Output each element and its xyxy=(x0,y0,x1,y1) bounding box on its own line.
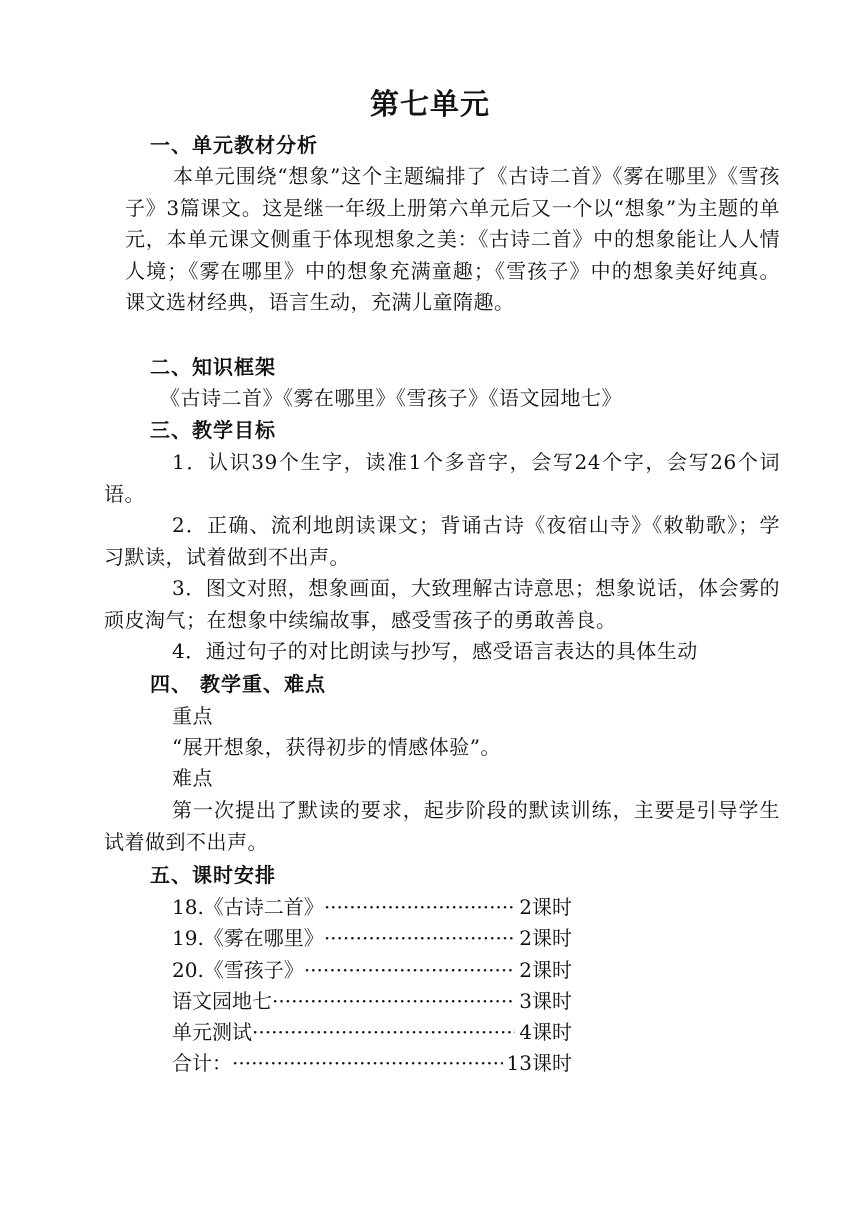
schedule-item-name: 18.《古诗二首》 xyxy=(172,895,324,919)
schedule-item-name: 20.《雪孩子》 xyxy=(172,957,304,982)
goal-item: 1．认识39个生字，读准1个多音字，会写24个字，会写26个词语。 xyxy=(104,450,780,506)
schedule-item-time: 13课时 xyxy=(506,1051,572,1076)
goal-item: 3．图文对照，想象画面，大致理解古诗意思；想象说话，体会雾的顽皮淘气；在想象中续编故事，感受雪孩子的勇敢善良。 xyxy=(104,576,780,632)
leader-dots xyxy=(324,892,515,923)
schedule-item-name: 语文园地七 xyxy=(172,988,272,1013)
schedule-row xyxy=(172,1017,572,1048)
schedule-item-name: 合计： xyxy=(172,1051,232,1076)
page-title: 第七单元 xyxy=(369,87,490,121)
schedule-list xyxy=(172,892,572,1080)
key-text: “展开想象，获得初步的情感体验”。 xyxy=(172,735,501,759)
goal-item: 2．正确、流利地朗读课文；背诵古诗《夜宿山寺》《敕勒歌》；学习默读，试着做到不出声。 xyxy=(104,513,780,569)
schedule-row xyxy=(172,1048,572,1079)
leader-dots xyxy=(272,986,515,1017)
key-label: 重点 xyxy=(172,704,213,728)
schedule-item-time: 3课时 xyxy=(519,988,572,1013)
difficulty-text: 第一次提出了默读的要求，起步阶段的默读训练，主要是引导学生试着做到不出声。 xyxy=(104,798,780,854)
section-heading-schedule: 五、课时安排 xyxy=(150,863,276,887)
schedule-item-name: 19.《雾在哪里》 xyxy=(172,926,324,951)
section-heading-key-points: 四、 教学重、难点 xyxy=(150,672,326,696)
section-heading-framework: 二、知识框架 xyxy=(150,355,276,379)
analysis-paragraph: 本单元围绕“想象”这个主题编排了《古诗二首》《雾在哪里》《雪孩子》3篇课文。这是继一年级上册第六单元后又一个以“想象”为主题的单元，本单元课文侧重于体现想象之美：《古诗二首》中的想象能让人人情人境；《雾在哪里》中的想象充满童趣；《雪孩子》中的想象美好纯真。课文选材经典，语言生动，充满儿童隋趣。 xyxy=(125,164,780,314)
schedule-item-name: 单元测试 xyxy=(172,1020,252,1045)
schedule-item-time: 4课时 xyxy=(519,1020,572,1045)
goal-item: 4．通过句子的对比朗读与抄写，感受语言表达的具体生动 xyxy=(172,639,698,663)
schedule-row xyxy=(172,955,572,986)
schedule-item-time: 2课时 xyxy=(519,895,572,919)
framework-text: 《古诗二首》《雾在哪里》《雪孩子》《语文园地七》 xyxy=(160,386,622,410)
schedule-row xyxy=(172,892,572,923)
section-heading-goals: 三、教学目标 xyxy=(150,418,276,442)
leader-dots xyxy=(324,923,515,954)
schedule-item-time: 2课时 xyxy=(519,957,572,982)
schedule-row xyxy=(172,986,572,1017)
schedule-row xyxy=(172,923,572,954)
schedule-item-time: 2课时 xyxy=(519,926,572,951)
difficulty-label: 难点 xyxy=(172,766,213,790)
section-heading-analysis: 一、单元教材分析 xyxy=(150,133,318,157)
leader-dots xyxy=(232,1048,503,1079)
leader-dots xyxy=(252,1017,515,1048)
leader-dots xyxy=(304,955,515,986)
